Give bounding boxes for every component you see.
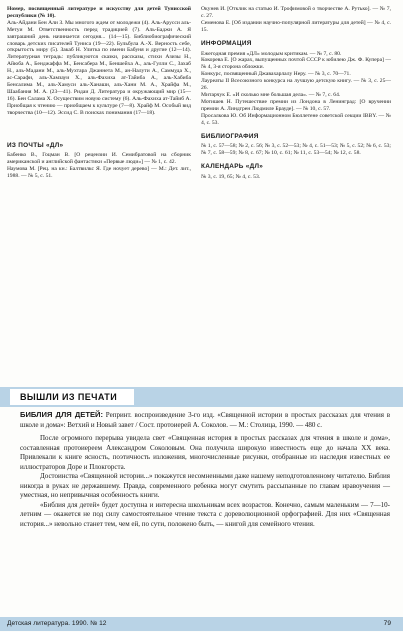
index-entry: Мотишев Н. Путешествие премии из Лондона в Ленинград: [О вручении премии А. Линдгрен Людмиле Брауде]. — № 10, с. 57. <box>201 98 391 112</box>
index-entry: Митарчук Е. «И сколько мне большая дела». — № 7, с. 64. <box>201 91 341 98</box>
index-entry: Наумова М. [Рец. на кн.: Балтвилкс Я. Где ночует дерево] — М.: Дет. лит., 1988. — № 5, с. 51. <box>7 166 191 180</box>
index-entry: Номер, посвященный литературе и искусству для детей Тунисской республики (№ 10). <box>7 6 191 19</box>
banner-title: ВЫШЛИ ИЗ ПЕЧАТИ <box>20 392 118 402</box>
index-entry: Кокорева Е. [О жарах, выпущенных почтой СССР к юбилею Дж. Ф. Купера] — № 4, 3-я сторона обложки. <box>201 57 391 71</box>
book-paragraph: «Библия для детей» будет доступна и интересна школьникам всех возрастов. Конечно, самым маленьким — 7—10-летним — окажется не под силу самостоятельное чтение текста с дореволюционной орфографией. Для них «Священная история...» невольно станет тем, чем ей, по сути, положено быть, — книгой для семейного чтения. <box>20 500 390 528</box>
index-entry: Конкурс, посвященный Джавахарлалу Неру. — № 3, с. 70—71. <box>201 71 351 78</box>
book-citation <box>20 410 390 430</box>
banner-label-box <box>10 389 134 405</box>
index-entry: Бабенко В., Гоцман В. [О рецензии И. Семибратовой на сборник американской и английской фантастики «Первые люди»] — № 1, с. 42. <box>7 152 191 166</box>
book-paragraph: После огромного перерыва увидела свет «Священная история в простых рассказах для чтения в школе и дома», составленная протоиереем Александром Соколовым. Она получила широкую известность еще до начала XX века. Привлекали к книге ясность, поэтичность изложения, многочисленные рисунки, отобранные из наследия известных ее иллюстраторов Доре и Плокгорста. <box>20 434 390 471</box>
journal-citation: Детская литература. 1990. № 12 <box>7 620 107 627</box>
page-footer <box>0 617 403 631</box>
book-citation-rest: Репринт. воспроизведение 3-го изд. «Священной истории в простых рассказах для чтения в школе и дома»: Ветхий и Новый завет / Сост. протоиерей А. Соколов. — М.: Столица, 1990. — 480 с. <box>20 411 391 429</box>
index-entry: Просалкова Ю. Об Информационном Бюллетене советской секции IBBY. — № 4, с. 53. <box>201 112 391 126</box>
index-left-column <box>7 6 191 180</box>
section-heading-bibliografiya: БИБЛИОГРАФИЯ <box>201 132 259 140</box>
index-entry: Семенова Е. [Об издании научно-популярной литературы для детей] — № 4, с. 15. <box>201 19 391 33</box>
section-heading-iz-pochty: ИЗ ПОЧТЫ «ДЛ» <box>7 141 64 149</box>
book-notice <box>20 410 390 529</box>
index-entry: Окунев И. [Отклик на статью И. Трофимовой о творчестве А. Рутько]. — № 7, с. 27. <box>201 6 391 19</box>
page-number: 79 <box>383 620 391 627</box>
section-heading-informatsiya: ИНФОРМАЦИЯ <box>201 39 252 47</box>
index-entry: Лауреаты II Всесоюзного конкурса на лучшую детскую книгу. — № 3, с. 25—26. <box>201 78 391 92</box>
book-paragraph: Достоинства «Священной истории...» покажутся несомненными даже нашему неподготовленному читателю. Библия никогда в руках не державшему. Правда, современного ребенка могут смутить рассыпанные по главам нравоучения — уместная, но непривычная особенность книги. <box>20 472 390 499</box>
index-entry: Ежегодная премия «ДЛ» молодым критикам. — № 7, с. 80. <box>201 50 342 57</box>
index-entry: Аль-Айдани Бен Али З. Мы многого ждем от молодежи (4). Аль-Арусси аль-Метуи М. Ответственность перед традицией (7). Аль-Баджи А. Я завтрашний день начинается сегодня... (14—15). Библиобиографический словарь детских писателей Туниса (19—22). Бульбула А.-Х. Верность себе, открытость миру (5). Закаб Н. Улитка по имени Бабуня и другие (12—14). Литературная тетрадь: публикуются сказки, рассказы, стихи Азизы Н., Айюба А., Бенджаффа М., Бенсабера М., Беншейха А., аль-Гулли С., Захаб Н., аль-Мадани М., аль-Мухтара Джаннета М., ан-Налути А., Саммуда Х., ас-Сарафи, аль-Хамзауи Х., аль-Фахиха ат-Тайиба А., аль-Хабиба Бенсалима М., аль-Хамуси аль-Ханаши, аль-Хани М. А., Храйфа М., Шаабания М. А. (23—41). Ридаи Д. Литература и окружающий мир (15—16). Бен Салама Х. Осуществим новую систему (6). Аль-Фахиха ат-Тайиб А. Приобщая к чтению — приобщаем к культуре (7—8). Храйф М. Особый вид творчества (10—12). Эссид С. В поисках понимания (17—18). <box>7 19 191 116</box>
book-title: БИБЛИЯ ДЛЯ ДЕТЕЙ: <box>20 410 104 419</box>
index-entry: № 1, с. 57—58; № 2, с. 56; № 3, с. 52—53; № 4, с. 51—53; № 5, с. 52; № 6, с. 53; № 7, с. 58—59; № 8, с. 67; № 10, с. 61; № 11, с. 53—54; № 12, с. 58. <box>201 143 391 157</box>
section-banner <box>0 387 403 407</box>
index-entry: № 3, с. 19, 65; № 4, с. 53. <box>201 174 261 181</box>
index-right-column <box>201 6 391 181</box>
section-heading-kalendar: КАЛЕНДАРЬ «ДЛ» <box>201 163 264 171</box>
